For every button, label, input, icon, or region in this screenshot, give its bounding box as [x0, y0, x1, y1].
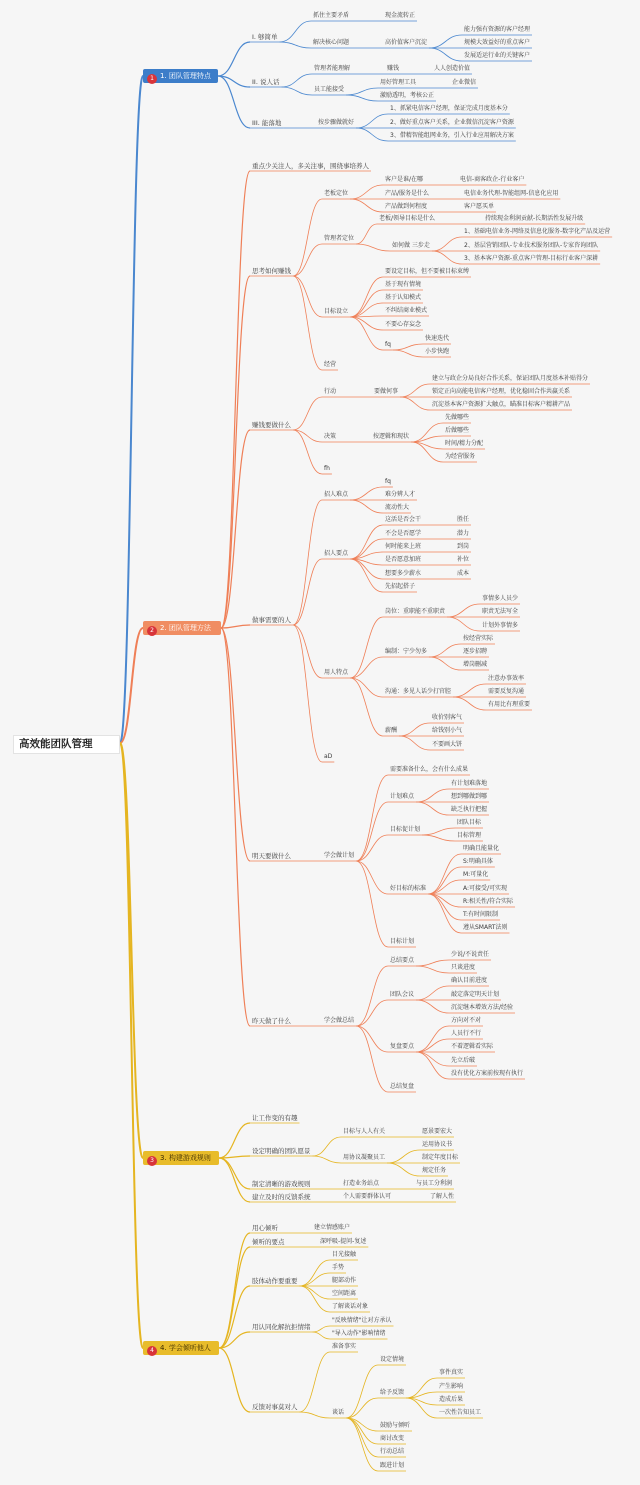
topic-node[interactable]: A:可接受/可实现	[463, 885, 508, 892]
topic-node[interactable]: 按逻辑和现状	[373, 433, 410, 440]
topic-connector	[293, 430, 322, 474]
topic-node[interactable]: 打造业务站点	[343, 1180, 380, 1187]
topic-node[interactable]: 确认目前进度	[451, 977, 488, 984]
topic-node[interactable]: 小步快跑	[425, 348, 450, 355]
topic-node[interactable]: 编制：宁少勿多	[385, 648, 428, 655]
topic-node[interactable]: aD	[324, 753, 333, 760]
topic-node[interactable]: 好目标的标准	[390, 885, 427, 892]
topic-node[interactable]: 设定明确的团队愿景	[252, 1147, 311, 1155]
topic-connector	[350, 678, 383, 697]
topic-connector	[356, 114, 388, 128]
topic-connector	[429, 644, 461, 657]
topic-node[interactable]: 用认同化解抗拒情绪	[252, 1323, 311, 1331]
topic-node[interactable]: 需要准备什么，会有什么成果	[390, 766, 469, 773]
topic-connector	[221, 625, 250, 628]
topic-node[interactable]: fq	[385, 478, 391, 485]
topic-node[interactable]: 有计划难落地	[451, 780, 488, 787]
topic-node[interactable]: 产品做到何程度	[385, 203, 428, 210]
topic-node[interactable]: 产品/服务是什么	[385, 190, 430, 197]
root-topic[interactable]: 高效能团队管理	[13, 735, 120, 754]
topic-node[interactable]: 鼓励与倾听	[380, 1422, 411, 1429]
topic-node[interactable]: 了解人性	[430, 1193, 455, 1200]
topic-node[interactable]: 方向对不对	[451, 1017, 482, 1024]
topic-connector	[400, 397, 430, 410]
topic-node[interactable]: 倾听的要点	[252, 1238, 285, 1246]
topic-connector	[219, 1348, 250, 1412]
topic-node[interactable]: 不着逻辑看实际	[451, 1043, 494, 1050]
topic-node[interactable]: 目光接触	[332, 1251, 357, 1258]
topic-connector	[219, 1158, 250, 1189]
topic-node[interactable]: 昨天做了什么	[252, 1017, 291, 1025]
topic-connector	[350, 487, 383, 500]
topic-node[interactable]: 复盘要点	[390, 1043, 415, 1050]
topic-node[interactable]: "导入动作"影响情绪	[332, 1330, 386, 1337]
topic-node[interactable]: 按步骤做就好	[318, 119, 355, 126]
topic-connector	[356, 1000, 388, 1026]
topic-node[interactable]: 制定年度目标	[422, 1154, 459, 1161]
topic-connector	[350, 500, 383, 513]
topic-node[interactable]: 行动	[324, 388, 337, 395]
topic-connector	[453, 684, 486, 697]
topic-node[interactable]: S:明确具体	[463, 858, 493, 865]
topic-node[interactable]: 目标与人人有关	[343, 1128, 386, 1135]
topic-node[interactable]: 空间距离	[332, 1290, 357, 1297]
topic-connector	[218, 42, 250, 76]
topic-connector	[300, 1352, 331, 1412]
topic-node[interactable]: 基于认知模式	[385, 294, 422, 301]
topic-connector	[218, 76, 250, 128]
topic-connector	[428, 894, 461, 933]
topic-connector	[400, 384, 430, 397]
topic-connector	[399, 736, 430, 750]
topic-connector	[416, 789, 449, 802]
topic-node[interactable]: 谈话	[332, 1409, 345, 1416]
topic-node[interactable]: 能力强有资源的客户经理	[464, 26, 531, 33]
topic-node[interactable]: 建立与政企分局良好合作关系，保证团队月度基本补贴得分	[432, 375, 589, 382]
topic-node[interactable]: 想到哪做到哪	[451, 793, 488, 800]
branch-number-badge: 2	[147, 626, 157, 636]
topic-node[interactable]: 这活是否会干	[385, 516, 422, 523]
topic-connector	[429, 35, 462, 48]
topic-node[interactable]: 愿景要宏大	[422, 1128, 453, 1135]
topic-node[interactable]: 管理者定位	[324, 235, 355, 242]
topic-connector	[313, 1332, 331, 1339]
branch-connector	[120, 743, 143, 1348]
topic-node[interactable]: 学会做计划	[324, 852, 355, 859]
topic-connector	[313, 1137, 342, 1156]
topic-node[interactable]: 企业微信	[452, 79, 477, 86]
topic-connector	[293, 625, 322, 762]
topic-connector	[313, 1326, 331, 1332]
topic-node[interactable]: 职责无法写全	[482, 608, 519, 615]
branch-number-badge: 3	[147, 1156, 157, 1166]
topic-connector	[428, 894, 461, 920]
topic-node[interactable]: 重点少关注人，多关注事，围绕事培养人	[252, 162, 369, 170]
topic-node[interactable]: 了解谈话对象	[332, 1303, 369, 1310]
topic-connector	[428, 880, 461, 894]
topic-connector	[281, 74, 312, 87]
topic-connector	[416, 1026, 449, 1052]
topic-node[interactable]: 注意办事效率	[488, 675, 525, 682]
topic-connector	[447, 604, 480, 617]
topic-connector	[406, 1398, 437, 1418]
topic-node[interactable]: T:有时间限制	[463, 911, 499, 918]
topic-connector	[293, 500, 322, 625]
topic-node[interactable]: 成本	[457, 570, 470, 577]
topic-node[interactable]: 设定情境	[380, 1356, 405, 1363]
topic-node[interactable]: 人人创造价值	[434, 65, 471, 72]
topic-node[interactable]: 行动总结	[380, 1448, 405, 1455]
topic-connector	[293, 276, 322, 370]
topic-connector	[356, 1026, 388, 1092]
topic-connector	[350, 199, 383, 212]
topic-connector	[293, 276, 322, 317]
topic-node[interactable]: fh	[324, 465, 330, 472]
topic-connector	[432, 237, 462, 251]
topic-connector	[300, 1412, 331, 1418]
topic-node[interactable]: 逐步招聘	[463, 648, 488, 655]
topic-node[interactable]: III. 能落地	[252, 119, 282, 127]
topic-connector	[416, 1052, 449, 1066]
topic-connector	[350, 317, 383, 350]
topic-node[interactable]: 现金流转正	[385, 12, 416, 19]
topic-node[interactable]: 团队会议	[390, 991, 415, 998]
topic-connector	[293, 199, 322, 276]
topic-connector	[281, 87, 312, 95]
topic-node[interactable]: 沉淀继本增效方法/经验	[451, 1004, 514, 1011]
topic-node[interactable]: 给予反馈	[380, 1389, 405, 1396]
topic-node[interactable]: 造成后果	[439, 1396, 464, 1403]
topic-node[interactable]: 发展适运行业的关键客户	[464, 52, 531, 59]
topic-connector	[280, 42, 311, 48]
topic-connector	[399, 723, 430, 736]
topic-connector	[280, 21, 311, 42]
topic-node[interactable]: 运用协议书	[422, 1141, 453, 1148]
topic-node[interactable]: 跟进计划	[380, 1462, 405, 1469]
topic-node[interactable]: 一次性告知员工	[439, 1409, 482, 1416]
topic-node[interactable]: 目标设立	[324, 308, 349, 315]
topic-node[interactable]: 不要画大饼	[432, 741, 463, 748]
topic-node[interactable]: 何时能来上班	[385, 543, 422, 550]
topic-connector	[350, 559, 383, 592]
topic-node[interactable]: 时间/精力分配	[445, 440, 484, 447]
topic-connector	[416, 966, 449, 973]
topic-connector	[356, 802, 388, 861]
topic-connector	[350, 617, 383, 678]
topic-node[interactable]: 深呼吸-提问-复述	[320, 1238, 367, 1245]
topic-node[interactable]: 学会做总结	[324, 1017, 355, 1024]
topic-connector	[416, 960, 449, 966]
topic-node[interactable]: 电信-商客政企-行业客户	[460, 176, 525, 183]
topic-node[interactable]: 2、基层营销团队-专业技术服务团队-专家咨询团队	[464, 242, 599, 249]
topic-node[interactable]: II. 说人话	[252, 78, 280, 86]
topic-connector	[356, 1026, 388, 1052]
topic-node[interactable]: 与员工分利润	[416, 1180, 453, 1187]
topic-connector	[350, 657, 383, 678]
topic-node[interactable]: 基于现有情境	[385, 281, 422, 288]
topic-node[interactable]: 招人要点	[324, 550, 349, 557]
topic-node[interactable]: 员工能接受	[314, 86, 345, 93]
topic-connector	[393, 344, 423, 350]
topic-connector	[300, 1286, 331, 1299]
topic-connector	[346, 95, 378, 101]
topic-connector	[416, 802, 449, 815]
topic-node[interactable]: 肢体动作要重要	[252, 1277, 298, 1285]
topic-node[interactable]: 潜力	[457, 530, 470, 537]
topic-node[interactable]: 产生影响	[439, 1383, 464, 1390]
topic-node[interactable]: 总结要点	[390, 957, 415, 964]
topic-node[interactable]: 难分辨人才	[385, 491, 416, 498]
topic-node[interactable]: 做事需要的人	[252, 616, 291, 624]
topic-node[interactable]: 管理者能理解	[314, 65, 351, 72]
topic-node[interactable]: M:可量化	[463, 871, 489, 878]
topic-connector	[346, 1398, 378, 1418]
branch-label: 4. 学会倾听他人	[160, 1344, 211, 1352]
topic-node[interactable]: 薪酬	[385, 727, 398, 734]
topic-node[interactable]: 建立情感账户	[314, 1224, 351, 1231]
topic-node[interactable]: 锁定正向高能电信客户经理，优化稳固合作共赢关系	[432, 388, 571, 395]
topic-node[interactable]: 高价值客户沉淀	[385, 39, 428, 46]
branch-topic[interactable]	[143, 1341, 219, 1355]
topic-node[interactable]: 用人特点	[324, 669, 349, 676]
topic-node[interactable]: 沟通：多见人话少打官腔	[385, 688, 452, 695]
topic-node[interactable]: 准备事实	[332, 1343, 357, 1350]
topic-node[interactable]: 制定清晰的游戏规则	[252, 1180, 311, 1188]
topic-node[interactable]: 胜任	[457, 516, 470, 523]
topic-connector	[293, 625, 322, 678]
topic-node[interactable]: 后做哪些	[445, 427, 470, 434]
topic-connector	[350, 303, 383, 317]
topic-connector	[356, 861, 388, 947]
topic-node[interactable]: R:相关性/符合实际	[463, 898, 514, 905]
topic-connector	[313, 1156, 342, 1163]
branch-topic[interactable]	[143, 621, 221, 635]
topic-connector	[411, 442, 443, 462]
topic-node[interactable]: 1、基础电信业务-网络及信息化服务-数字化产品及运营	[464, 228, 611, 235]
topic-node[interactable]: 计划难点	[390, 793, 415, 800]
topic-connector	[300, 1260, 331, 1286]
topic-node[interactable]: 客户愿买单	[464, 203, 495, 210]
topic-connector	[432, 251, 462, 264]
topic-node[interactable]: 个人需要群体认可	[343, 1193, 392, 1200]
topic-node[interactable]: "反映情绪"让对方承认	[332, 1317, 392, 1324]
branch-connector	[120, 76, 143, 743]
topic-node[interactable]: 不要心存妄念	[385, 321, 422, 328]
topic-node[interactable]: 赚钱要做什么	[252, 421, 291, 429]
branch-topic[interactable]	[143, 1151, 219, 1165]
topic-node[interactable]: 计划外事情多	[482, 622, 519, 629]
topic-node[interactable]: 少说/不说责任	[451, 951, 490, 958]
topic-connector	[350, 525, 383, 559]
topic-node[interactable]: 客户是谁/在哪	[385, 176, 424, 183]
topic-connector	[428, 854, 461, 894]
topic-node[interactable]: fq	[385, 341, 391, 348]
topic-connector	[428, 894, 461, 907]
topic-node[interactable]: 如何做 三步走	[392, 242, 430, 249]
topic-node[interactable]: 用协议凝聚员工	[343, 1154, 386, 1161]
topic-node[interactable]: 要设定目标，但不要被目标束缚	[385, 268, 470, 275]
topic-node[interactable]: 不纠结商业模式	[385, 307, 428, 314]
topic-node[interactable]: 人员行不行	[451, 1030, 482, 1037]
topic-node[interactable]: 3、借精智能组网业务，引入行业应用解决方案	[390, 132, 514, 139]
topic-connector	[221, 171, 250, 628]
topic-node[interactable]: 没有优化方案前按现有执行	[451, 1070, 524, 1077]
branch-number-badge: 4	[147, 1346, 157, 1356]
topic-connector	[221, 276, 250, 628]
topic-node[interactable]: 1、抓紧电信客户经理，保证完成月度基本分	[390, 105, 508, 112]
topic-connector	[346, 1418, 378, 1457]
topic-node[interactable]: 手势	[332, 1264, 345, 1271]
topic-node[interactable]: 明天要做什么	[252, 852, 291, 860]
topic-node[interactable]: 招人难点	[324, 491, 349, 498]
topic-connector	[350, 185, 383, 199]
topic-connector	[300, 1273, 331, 1286]
topic-node[interactable]: 只谈进度	[451, 964, 476, 971]
topic-connector	[346, 88, 378, 95]
topic-node[interactable]: 不会是否愿学	[385, 530, 422, 537]
topic-connector	[422, 828, 455, 835]
topic-node[interactable]: 用好管理工具	[380, 79, 417, 86]
topic-node[interactable]: 团队目标	[457, 819, 482, 826]
topic-node[interactable]: 事件真实	[439, 1369, 464, 1376]
topic-node[interactable]: 3、基本客户资源-重点客户管理-目标行业客户深耕	[464, 255, 599, 262]
topic-connector	[346, 1418, 378, 1471]
topic-node[interactable]: 电信业务代理-智能组网-信息化应用	[464, 190, 559, 197]
topic-node[interactable]: 目标促计划	[390, 826, 421, 833]
topic-connector	[221, 628, 250, 1026]
topic-node[interactable]: 让工作变的有趣	[252, 1114, 298, 1122]
topic-node[interactable]: 需要反复沟通	[488, 688, 525, 695]
topic-node[interactable]: 目标计划	[390, 938, 415, 945]
topic-connector	[356, 244, 390, 251]
topic-node[interactable]: 反馈对事莫对人	[252, 1403, 298, 1411]
topic-connector	[416, 1039, 449, 1052]
topic-connector	[356, 835, 388, 861]
topic-node[interactable]: 建立及时的反馈系统	[252, 1193, 311, 1201]
topic-connector	[447, 617, 480, 631]
topic-connector	[350, 678, 383, 736]
topic-connector	[387, 1163, 420, 1176]
topic-connector	[350, 277, 383, 317]
topic-connector	[293, 397, 322, 430]
topic-node[interactable]: 有用比有理重要	[488, 701, 531, 708]
topic-connector	[429, 657, 461, 670]
topic-node[interactable]: 经营	[324, 361, 337, 368]
topic-node[interactable]: 要做何事	[374, 388, 399, 395]
topic-node[interactable]: 遵从SMART法则	[463, 924, 508, 931]
topic-connector	[219, 1123, 250, 1158]
branch-label: 2. 团队管理方法	[160, 624, 211, 632]
branch-label: 1. 团队管理特点	[160, 72, 211, 80]
topic-node[interactable]: 老板/领导目标是什么	[379, 215, 436, 222]
topic-connector	[350, 317, 383, 330]
branch-label: 3. 构建游戏规则	[160, 1154, 211, 1162]
topic-node[interactable]: 商讨改变	[380, 1435, 405, 1442]
topic-node[interactable]: 沉淀基本客户资源扩大触点，瞄准目标客户精耕产品	[432, 401, 571, 408]
topic-connector	[346, 1418, 378, 1444]
topic-connector	[293, 244, 322, 276]
topic-node[interactable]: 快速迭代	[425, 335, 450, 342]
topic-connector	[356, 128, 388, 141]
topic-node[interactable]: 明确且能量化	[463, 845, 500, 852]
topic-node[interactable]: 给钱别小气	[432, 727, 463, 734]
branch-number-badge: 1	[147, 74, 157, 84]
topic-node[interactable]: 老板定位	[324, 190, 349, 197]
topic-connector	[356, 224, 377, 244]
topic-node[interactable]: 规定任务	[422, 1167, 447, 1174]
topic-connector	[422, 835, 455, 841]
topic-node[interactable]: 思考如何赚钱	[252, 267, 291, 275]
topic-node[interactable]: 缺乏执行把握	[451, 806, 488, 813]
topic-node[interactable]: 目标管理	[457, 832, 482, 839]
topic-connector	[416, 1000, 449, 1013]
topic-node[interactable]: 决策	[324, 433, 337, 440]
topic-node[interactable]: I. 够简单	[252, 33, 278, 41]
topic-connector	[387, 1150, 420, 1163]
topic-connector	[453, 697, 486, 710]
topic-node[interactable]: 想要多少薪水	[385, 570, 422, 577]
branch-topic[interactable]	[143, 69, 218, 83]
topic-node[interactable]: 岗位：重职能不重职责	[385, 608, 446, 615]
topic-node[interactable]: 赚钱	[387, 65, 400, 72]
topic-connector	[219, 1158, 250, 1202]
topic-node[interactable]: 到岗	[457, 543, 470, 550]
topic-node[interactable]: 按经营实际	[463, 635, 494, 642]
topic-node[interactable]: 补位	[457, 556, 470, 563]
topic-node[interactable]: 解决核心问题	[313, 39, 350, 46]
topic-node[interactable]: 先立后破	[451, 1057, 476, 1064]
topic-node[interactable]: 事情多人员少	[482, 595, 519, 602]
topic-node[interactable]: 2、做好重点客户关系，企业微信沉淀客户资源	[390, 119, 514, 126]
topic-node[interactable]: 是否愿意加班	[385, 556, 422, 563]
topic-node[interactable]: 先招起搭子	[385, 583, 416, 590]
topic-connector	[346, 1365, 378, 1418]
topic-node[interactable]: 规模大效益好的重点客户	[464, 39, 531, 46]
topic-connector	[393, 350, 423, 357]
topic-node[interactable]: 收价别客气	[432, 714, 463, 721]
topic-node[interactable]: 敲定落定明天计划	[451, 991, 500, 998]
topic-node[interactable]: 腿部动作	[332, 1277, 357, 1284]
topic-connector	[293, 559, 322, 625]
topic-node[interactable]: 总结复盘	[390, 1083, 415, 1090]
topic-node[interactable]: 增岗删减	[463, 661, 488, 668]
topic-node[interactable]: 持续现金利润贡献-长期活性发展升级	[485, 215, 584, 222]
topic-connector	[356, 861, 388, 894]
topic-node[interactable]: 为经营服务	[445, 453, 476, 460]
topic-node[interactable]: 抓住主要矛盾	[313, 12, 350, 19]
topic-connector	[429, 48, 462, 61]
topic-connector	[416, 986, 449, 1000]
topic-node[interactable]: 用心倾听	[252, 1224, 278, 1232]
topic-connector	[300, 1286, 331, 1312]
topic-connector	[356, 966, 388, 1026]
topic-node[interactable]: 先做哪些	[445, 414, 470, 421]
topic-node[interactable]: 激励透明，考核公正	[380, 92, 435, 99]
topic-node[interactable]: 流动性大	[385, 504, 410, 511]
